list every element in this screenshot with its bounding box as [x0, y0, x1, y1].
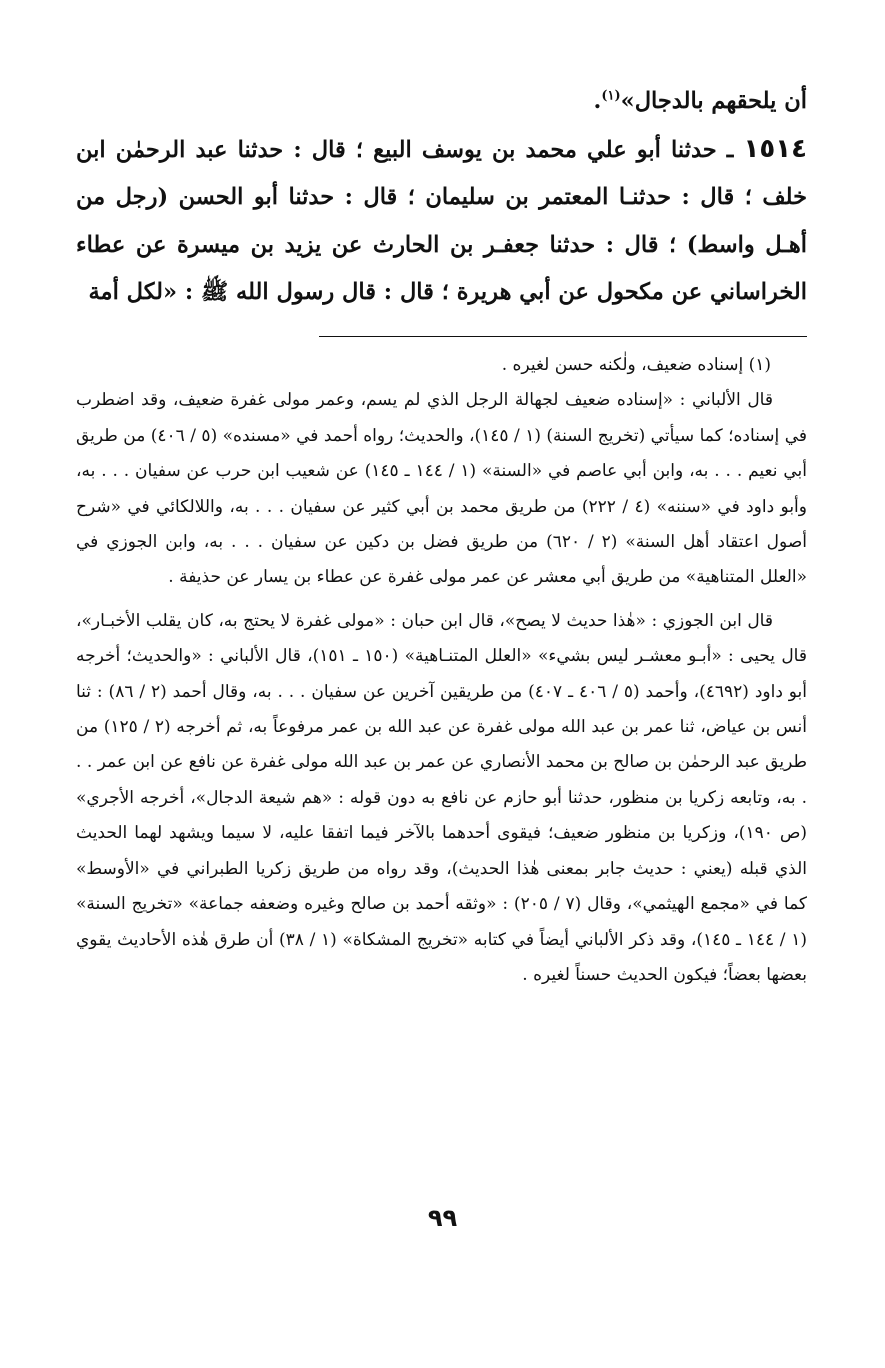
footnotes-block	[76, 348, 807, 993]
footnote-1: (١) إسناده ضعيف، ولٰكنه حسن لغيره .	[501, 355, 771, 375]
footnote-paragraph-ibn-aljawzi: قال ابن الجوزي : «هٰذا حديث لا يصح»، قال ابن حبان : «مولى غفرة لا يحتج به، كان يقلب الأخبـار»، قال يحيى : «أبـو معشـر ليس بشيء» «العلل المتنـاهية» (١٥٠ ـ ١٥١)، قال الألباني : «والحديث؛ أخرجه أبو داود (٤٦٩٢)، وأحمد (٥ / ٤٠٦ ـ ٤٠٧) من طريقين آخرين عن سفيان . . . به، وقال أحمد (٢ / ٨٦) : ثنا أنس بن عياض، ثنا عمر بن عبد الله مولى غفرة عن عبد الله بن عمر مرفوعاً به، ثم أخرجه (٢ / ١٢٥) من طريق عبد الرحمٰن بن صالح بن محمد الأنصاري عن عمر بن عبد الله مولى غفرة عن نافع عن ابن عمر . . . به، وتابعه زكريا بن منظور، حدثنا أبو حازم عن نافع به دون قوله : «هم شيعة الدجال»، أخرجه الأجري» (ص ١٩٠)، وزكريا بن منظور ضعيف؛ فيقوى أحدهما بالآخر فيما اتفقا عليه، لا سيما ويشهد لهما الحديث الذي قبله (يعني : حديث جابر بمعنى هٰذا الحديث)، وقد رواه من طريق زكريا الطبراني في «الأوسط» كما في «مجمع الهيثمي»، وقال (٧ / ٢٠٥) : «وثقه أحمد بن صالح وغيره وضعفه جماعة» «تخريج السنة» (١ / ١٤٤ ـ ١٤٥)، وقد ذكر الألباني أيضاً في كتابه «تخريج المشكاة» (١ / ٣٨) أن طرق هٰذه الأحاديث يقوي بعضها بعضاً؛ فيكون الحديث حسناً لغيره .	[76, 610, 808, 985]
hadith-paragraph	[76, 126, 807, 317]
opening-text: أن يلحقهم بالدجال»	[620, 88, 807, 114]
opening-line	[76, 78, 807, 126]
footnote-paragraph-albani: قال الألباني : «إسناده ضعيف لجهالة الرجل الذي لم يسم، وعمر مولى غفرة ضعيف، وقد اضطرب في إسناده؛ كما سيأتي (تخريج السنة) (١ / ١٤٥)، والحديث؛ رواه أحمد في «مسنده» (٥ / ٤٠٦) من طريق أبي نعيم . . . به، وابن أبي عاصم في «السنة» (١ / ١٤٤ ـ ١٤٥) عن شعيب ابن حرب عن سفيان . . . به، وأبو داود في «سننه» (٤ / ٢٢٢) من طريق محمد بن أبي كثير عن سفيان . . . به، واللالكائي في «شرح أصول اعتقاد أهل السنة» (٢ / ٦٢٠) من طريق فضل بن دكين عن سفيان . . . به، وابن الجوزي في «العلل المتناهية» من طريق أبي معشر عن عمر مولى غفرة عن عطاء بن يسار عن حذيفة .	[76, 390, 808, 588]
hadith-number: ١٥١٤	[743, 133, 807, 164]
opening-end: .	[593, 88, 602, 114]
page-number: ٩٩	[427, 1204, 458, 1232]
hadith-text: ـ حدثنا أبو علي محمد بن يوسف البيع ؛ قال : حدثنا عبد الرحمٰن ابن خلف ؛ قال : حدثنـا المعتمر بن سليمان ؛ قال : حدثنا أبو الحسن (رجل من أهـل واسط) ؛ قال : حدثنا جعفـر بن الحارث عن يزيد بن ميسرة عن عطاء الخراساني عن مكحول عن أبي هريرة ؛ قال : قال رسول الله ﷺ : «لكل أمة	[76, 136, 807, 305]
main-text-block	[76, 78, 807, 317]
footnote-reference[interactable]: (١)	[601, 88, 621, 104]
footnote-divider	[319, 336, 807, 337]
